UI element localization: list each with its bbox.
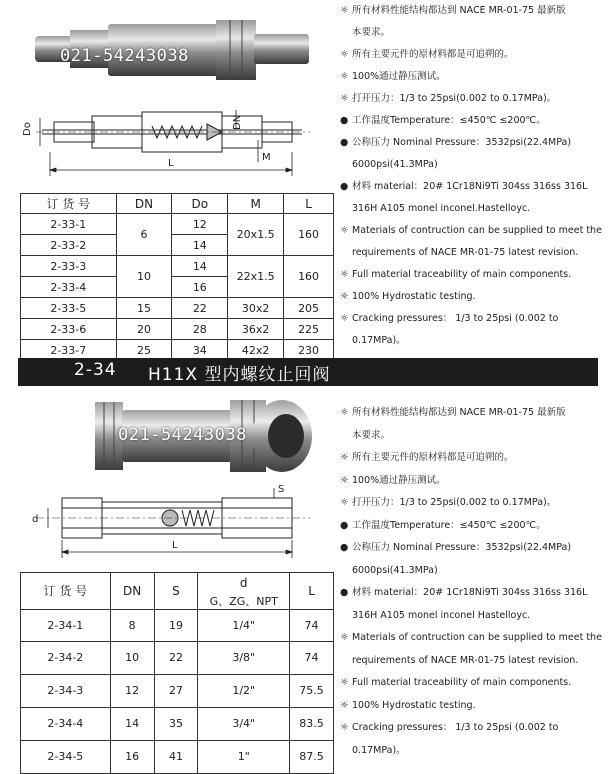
note-line: ☼ 所有材料性能结构都达到 NACE MR-01-75 最新版 — [340, 407, 566, 418]
phone-watermark-2: 021-54243038 — [118, 425, 247, 445]
cell-dn: 20 — [116, 319, 172, 340]
cell-code: 2-33-5 — [21, 298, 117, 319]
cell-d: 3/4" — [198, 707, 290, 740]
note-line: requirements of NACE MR-01-75 latest revision. — [352, 654, 579, 666]
cell-l: 74 — [290, 609, 334, 641]
cell-do: 14 — [172, 235, 228, 256]
note-line: 6000psi(41.3MPa) — [352, 564, 438, 576]
label-dn: DN — [232, 114, 243, 130]
note-line: ☼ Materials of contruction can be supplied to meet the — [340, 225, 602, 236]
cell-dn: 25 — [116, 340, 172, 361]
note-line: ● 工作温度Temperature：≤450℃ ≤200℃。 — [340, 519, 546, 531]
header-d: d — [198, 573, 290, 593]
cell-code: 2-34-4 — [21, 707, 111, 740]
note-line: 316H A105 monel inconel.Hastelloyc. — [352, 203, 531, 214]
label-m: M — [262, 152, 271, 163]
cell-dn: 6 — [116, 214, 172, 256]
phone-watermark-1: 021-54243038 — [60, 46, 189, 66]
cell-dn: 14 — [110, 707, 154, 740]
cell-do: 16 — [172, 277, 228, 298]
note-line: 本要求。 — [352, 27, 391, 38]
note-line: ☼ 100%通过静压测试。 — [340, 71, 446, 82]
note-line: ☼ 所有材料性能结构都达到 NACE MR-01-75 最新版 — [340, 5, 566, 16]
spec-table-2-34 — [20, 572, 334, 774]
header-order-no: 订 货 号 — [21, 194, 117, 214]
header-dn: DN — [110, 573, 154, 610]
header-order-no: 订 货 号 — [21, 573, 111, 610]
cell-s: 19 — [154, 609, 198, 641]
table-row — [21, 298, 334, 319]
table-row — [21, 740, 334, 773]
cell-do: 12 — [172, 214, 228, 235]
cell-d: 1/2" — [198, 674, 290, 707]
cell-m: 22x1.5 — [228, 256, 284, 298]
section-banner-2-34 — [18, 358, 598, 386]
cell-dn: 12 — [110, 674, 154, 707]
note-line: 316H A105 monel inconel Hastelloyc. — [352, 609, 531, 621]
cell-code: 2-33-1 — [21, 214, 117, 235]
banner-code: 2-34 — [74, 360, 117, 380]
note-line: 0.17MPa)。 — [352, 335, 406, 346]
check-valve-drawing-2 — [22, 482, 322, 570]
cell-s: 22 — [154, 641, 198, 674]
note-line: ☼ Cracking pressures： 1/3 to 25psi (0.002 to — [340, 722, 559, 733]
note-line: ☼ 打开压力：1/3 to 25psi(0.002 to 0.17MPa)。 — [340, 93, 557, 104]
cell-d: 1" — [198, 740, 290, 773]
cell-do: 22 — [172, 298, 228, 319]
cell-m: 30x2 — [228, 298, 284, 319]
cell-code: 2-33-3 — [21, 256, 117, 277]
cell-l: 83.5 — [290, 707, 334, 740]
cell-dn: 10 — [110, 641, 154, 674]
cell-m: 20x1.5 — [228, 214, 284, 256]
table-row — [21, 641, 334, 674]
note-line: ☼ Full material traceability of main components. — [340, 677, 572, 688]
cell-l: 87.5 — [290, 740, 334, 773]
cell-code: 2-34-1 — [21, 609, 111, 641]
cell-do: 28 — [172, 319, 228, 340]
cell-m: 36x2 — [228, 319, 284, 340]
cell-code: 2-33-2 — [21, 235, 117, 256]
label-do: Do — [22, 122, 33, 136]
table-row — [21, 609, 334, 641]
note-line: 0.17MPa)。 — [352, 744, 406, 756]
cell-s: 41 — [154, 740, 198, 773]
cell-code: 2-34-3 — [21, 674, 111, 707]
table-row — [21, 256, 334, 277]
cell-dn: 8 — [110, 609, 154, 641]
cell-s: 35 — [154, 707, 198, 740]
cell-code: 2-34-5 — [21, 740, 111, 773]
label-l: L — [172, 540, 178, 551]
note-line: ☼ 所有主要元件的原材料都是可追朔的。 — [340, 49, 514, 60]
header-s: S — [154, 573, 198, 610]
note-line: ☼ 所有主要元件的原材料都是可追朔的。 — [340, 452, 514, 463]
table-row — [21, 707, 334, 740]
cell-m: 42x2 — [228, 340, 284, 361]
cell-l: 75.5 — [290, 674, 334, 707]
header-d-thread-types: G、ZG、NPT — [198, 593, 290, 610]
banner-title: H11X 型内螺纹止回阀 — [148, 365, 331, 385]
cell-dn: 10 — [116, 256, 172, 298]
note-line: 本要求。 — [352, 429, 391, 441]
note-line: ☼ Full material traceability of main components. — [340, 269, 572, 280]
note-line: 6000psi(41.3MPa) — [352, 159, 438, 170]
note-line: ☼ Cracking pressures： 1/3 to 25psi (0.002 to — [340, 313, 559, 324]
cell-dn: 15 — [116, 298, 172, 319]
cell-d: 1/4" — [198, 609, 290, 641]
header-l: L — [284, 194, 334, 214]
table-row — [21, 674, 334, 707]
note-line: ☼ 100%通过静压测试。 — [340, 474, 446, 486]
cell-code: 2-33-7 — [21, 340, 117, 361]
note-line: ● 公称压力 Nominal Pressure：3532psi(22.4MPa) — [340, 137, 572, 148]
header-dn: DN — [116, 194, 172, 214]
table-row — [21, 319, 334, 340]
note-line: ● 材料 material：20# 1Cr18Ni9Ti 304ss 316ss 316L — [340, 181, 588, 192]
header-l: L — [290, 573, 334, 610]
note-line: ☼ 打开压力：1/3 to 25psi(0.002 to 0.17MPa)。 — [340, 497, 557, 508]
cell-d: 3/8" — [198, 641, 290, 674]
table-row — [21, 214, 334, 235]
note-line: ● 材料 material：20# 1Cr18Ni9Ti 304ss 316ss 316L — [340, 587, 588, 598]
cell-do: 34 — [172, 340, 228, 361]
header-do: Do — [172, 194, 228, 214]
label-d: d — [32, 514, 39, 525]
cell-l: 74 — [290, 641, 334, 674]
cell-code: 2-34-2 — [21, 641, 111, 674]
header-m: M — [228, 194, 284, 214]
cell-dn: 16 — [110, 740, 154, 773]
cell-l: 160 — [284, 214, 334, 256]
note-line: ☼ Materials of contruction can be supplied to meet the — [340, 632, 602, 643]
cell-l: 225 — [284, 319, 334, 340]
spec-notes-2-33 — [340, 0, 610, 352]
cell-do: 14 — [172, 256, 228, 277]
cell-l: 230 — [284, 340, 334, 361]
check-valve-drawing-1 — [22, 100, 322, 188]
note-line: ● 公称压力 Nominal Pressure：3532psi(22.4MPa) — [340, 542, 572, 553]
note-line: ☼ 100% Hydrostatic testing. — [340, 291, 476, 302]
note-line: requirements of NACE MR-01-75 latest revision. — [352, 247, 579, 258]
cell-s: 27 — [154, 674, 198, 707]
cell-l: 205 — [284, 298, 334, 319]
cell-code: 2-33-4 — [21, 277, 117, 298]
cell-code: 2-33-6 — [21, 319, 117, 340]
cell-l: 160 — [284, 256, 334, 298]
note-line: ● 工作温度Temperature：≤450℃ ≤200℃。 — [340, 115, 546, 126]
spec-notes-2-34 — [340, 402, 610, 762]
label-l: L — [168, 158, 174, 169]
spec-table-2-33 — [20, 193, 334, 361]
note-line: ☼ 100% Hydrostatic testing. — [340, 699, 476, 711]
label-s: S — [278, 484, 285, 495]
